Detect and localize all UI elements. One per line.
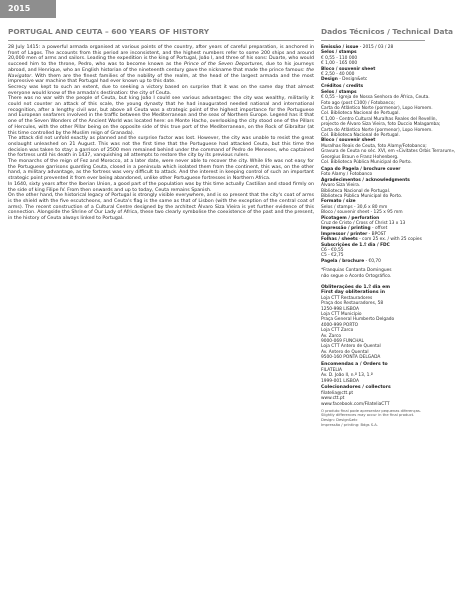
store-lisboa xyxy=(321,296,425,312)
article-title: PORTUGAL AND CEUTA – 600 YEARS OF HISTORY xyxy=(8,27,210,36)
text-line: não segue o Acordo Ortográfico. xyxy=(321,273,392,279)
text-line: 9000-069 FUNCHAL xyxy=(321,339,364,344)
text-line: FILATELIA xyxy=(321,367,343,373)
article-paragraph: The monarchs of the reign of Fez and Morocco, at a later date, were never able to recover the city. While life was not easy for the Portuguese garrisons guarding Ceuta, closed in a peninsula which isolated them from the continent, this was, on the other hand, a military advantage, as the fortress was very difficult to attack. And the interest in keeping control of such an important strategic point prevented it from ever being abandoned, unlike other Portuguese fortresses in Northern Africa. xyxy=(8,159,314,182)
text-line: Design: Design&etc xyxy=(321,417,358,422)
year-tab xyxy=(0,0,56,18)
issue-date-section: Emissão / issue - 2015 / 03 / 28 Selos / stamps € 0,55 - 110 000 € 1,00 - 165 000 Bloco / souvenir sheet € 2,50 - 40 000 Design - Design&etc xyxy=(321,45,425,83)
text-line: Av. Antero de Quental xyxy=(321,349,369,355)
text-line: C5 - €2,75 xyxy=(321,253,344,259)
text-line: Carta do Atlântico Norte (pormenor), Lopo Homem. xyxy=(321,105,433,111)
text-line: Cruz de Cristo / Cross of Christ 13 x 13 xyxy=(321,221,406,226)
text-line: projecto de Álvaro Siza Vieira, foto Duccio Malagamba; xyxy=(321,122,441,128)
text-line: € 1,00 - 165 000 xyxy=(321,61,358,67)
text-line: Impressão / printing: Bdgs S.A. xyxy=(321,422,378,427)
title-rule-right xyxy=(321,40,425,41)
collectors-section: Colecionadores / collectors filatelia@ctt.pt www.ctt.pt www.facebook.com/FilateliaCTT xyxy=(321,385,425,407)
article-paragraph: There was no war with the people of Ceuta, but king João I could see various advantages: the city was wealthy, militarily it could not counter an attack of this scale, the young dynasty that he had inaugurated needed national and international recognition, after a lengthy civil war, but above all Ceuta was a strategic point of the highest importance for the Portuguese and European seafarers involved in the traffic between the Mediterranean and the seas of Northern Europe. Legend has it that one of the Seven Wonders of the Ancient World was located here: on Monte Hacho, overlooking the city stood one of the Pillars of Hercules, with the other Pillar being on the opposite side of this true port of the Mediterranean, on the Rock of Gibraltar (at this time controlled by the Muslim reign of Granada). xyxy=(8,96,314,136)
tech-data-title: Dados Técnicos / Technical Data xyxy=(321,27,454,36)
text-line: O produto final pode apresentar pequenas diferenças. xyxy=(321,408,421,413)
text-line: Gravura de Ceuta no séc. XVI, em «Civitates Orbis Terrarum», xyxy=(321,149,455,155)
text-line: filatelia@ctt.pt xyxy=(321,391,354,397)
credits-sheet-lines xyxy=(321,143,455,166)
text-line: Col. Biblioteca Pública Municipal do Porto. xyxy=(321,160,412,166)
credits-section: Créditos / credits Selos / stamps € 0,55 - Igreja de Nossa Senhora de África, Ceuta. Foto ago (post C100) / Fotobanco; Carta do Atlântico Norte (pormenor), Lopo Homem. Col. Biblioteca Nacional de Portugal. € 1,00 - Centro Cultural Muralhas Reales del Revellín, projecto de Álvaro Siza Vieira, foto Duccio Malagamba; Carta do Atlântico Norte (pormenor), Lopo Homem. Col. Biblioteca Nacional de Portugal. Bloco / souvenir sheet Muralhas Reais de Ceuta, foto Alamy/Fotobanco; Gravura de Ceuta no séc. XVI, em «Civitates Orbis Terrarum», Georgius Braun e Franz Hohenberg. Col. Biblioteca Pública Municipal do Porto. xyxy=(321,84,455,166)
text-line: € 0,55 - Igreja de Nossa Senhora de África, Ceuta. xyxy=(321,95,430,101)
orders-section: Encomendas a / Orders to FILATELIA Av. D. João II, n.º 13, 1.º 1999-001 LISBOA xyxy=(321,362,425,384)
text-line: 1250-998 LISBOA xyxy=(321,306,359,312)
cover-section: Capa do Pagela / brochure cover Foto Alamy / Fotobanco Agradecimentos / acknowledgments Álvaro Siza Vieira. Biblioteca Nacional de Portugal. Biblioteca Pública Municipal do Porto. Formato / size Selos / stamps - 30,6 x 80 mm Bloco / souvenir sheet - 125 x 95 mm Picotagem / perforation Cruz de Cristo / Cross of Christ 13 x 13 Impressão / printing - offset Impressor / printer - BPOST Folhas / sheets - com 25 ex. / with 25 copies Subscrições de 1.º dia / FDC C6 - €0,55 C5 - €2,75 Pagela / brochure - €0,70 *Franquias Contanta Domingues não segue o Acordo Ortográfico. xyxy=(321,167,425,279)
text-line: Slightly differences may occur in the final product. xyxy=(321,413,415,418)
text-line: Loja CTT Município xyxy=(321,311,362,317)
text-line: Foto ago (post C100) / Fotobanco; xyxy=(321,100,395,106)
text-line: Loja CTT Restauradores xyxy=(321,295,373,301)
text-line: Loja CTT Zarco xyxy=(321,328,354,334)
text-line: Foto Alamy / Fotobanco xyxy=(321,172,373,178)
text-line: Praça dos Restauradores, 58 xyxy=(321,301,384,307)
article-paragraph: On the other hand, the historical legacy of Portugal is strongly visible everywhere, and is so present that the city's coat of arms is the shield with the five escutcheons, and Ceuta's flag is the same as that of Lisbon (with the exception of the central coat of arms). The recent construction of a Cultural Centre designed by the architect Álvaro Siza Vieira is yet further evidence of this connection. Alongside the Shrine of Our Lady of Africa, these two clearly symbolise the coexistence of the past and the present, in the history of Ceuta always linked to Portugal. xyxy=(8,193,314,222)
text-line: www.facebook.com/FilateliaCTT xyxy=(321,401,390,407)
text-line: Praça General Humberto Delgado xyxy=(321,317,395,323)
article-paragraph: 28 July 1415: a powerful armada organised at various points of the country, after years of careful preparation, is anchored in front of Lagos. The accounts from this period are inconsistent, and the highest numbers refer to some 200 ships and around 20,000 men of arms and sailors. Leading the expedition is the king of Portugal, João I, and three of his sons: Duarte, who would succeed him to the throne, Pedro, who was to become known as the Prince of the Seven Departures, due to his journeys abroad, and Henrique, who an English historian of the nineteenth century gave the nickname that made the prince famous: the Navigator. With them are the finest families of the nobility of the realm, at the head of the largest armada and the most impressive war machine that Portugal had ever known up to this date. xyxy=(8,45,314,85)
year-label: 2015 xyxy=(8,4,31,13)
text-line: Georgius Braun e Franz Hohenberg. xyxy=(321,154,399,160)
store-funchal xyxy=(321,328,425,344)
stamp-values xyxy=(321,56,425,67)
text-line: € 0,55 - 110 000 xyxy=(321,55,358,61)
text-line: Carta do Atlântico Norte (pormenor), Lopo Homem. xyxy=(321,127,433,133)
store-porto xyxy=(321,312,425,328)
text-line: Av. Zarco xyxy=(321,333,342,339)
text-line: € 1,00 - Centro Cultural Muralhas Reales del Revellín, xyxy=(321,116,437,122)
disclaimer xyxy=(321,409,425,427)
text-line: C6 - €0,55 xyxy=(321,248,344,254)
article-body xyxy=(8,45,314,222)
technical-data-column xyxy=(321,45,455,429)
credits-stamps-lines xyxy=(321,95,441,138)
article-paragraph: In 1640, sixty years after the Iberian Union, a good part of the population was by this time actually Castilian and stood firmly on the side of king Filipe IV. From then onwards and up to today, Ceuta remains Spanish. xyxy=(8,181,314,193)
text-line: 4000-999 PORTO xyxy=(321,322,359,328)
article-paragraph: The attack did not unfold exactly as planned and the surprise factor was lost. However, the city was unable to resist the great onslaught unleashed on 21 August. This was not the first time that the Portuguese had attacked Ceuta, but this time the decision was taken to stay: a garrison of 2500 men remained behind under the command of Pedro de Meneses, who captained the fortress until his death in 1437, vanquishing all attempts to restore the city by its previous rulers. xyxy=(8,136,314,159)
text-line: Biblioteca Pública Municipal do Porto. xyxy=(321,193,403,199)
article-paragraph: Secrecy was kept to such an extent, due to seeking a victory based on surprise that it was on the same day that almost everyone would know of the armada's destination: the city of Ceuta. xyxy=(8,84,314,96)
text-line: Loja CTT Antero de Quental xyxy=(321,344,381,350)
text-line: Bloco / souvenir sheet - 125 x 95 mm xyxy=(321,210,403,216)
store-ponta-delgada xyxy=(321,344,425,360)
orthography-note xyxy=(321,268,425,279)
text-line: Col. Biblioteca Nacional de Portugal. xyxy=(321,133,400,138)
text-line: € 2,50 - 40 000 xyxy=(321,72,355,78)
text-line: Álvaro Siza Vieira. xyxy=(321,183,361,189)
text-line: Selos / stamps - 30,6 x 80 mm xyxy=(321,204,388,210)
text-line: Biblioteca Nacional de Portugal. xyxy=(321,188,391,194)
text-line: *Franquias Contanta Domingues xyxy=(321,268,392,274)
text-line: Av. D. João II, n.º 13, 1.º xyxy=(321,373,373,379)
stamp-issue-page xyxy=(0,18,455,610)
text-line: Col. Biblioteca Nacional de Portugal. xyxy=(321,111,400,117)
text-line: 1999-001 LISBOA xyxy=(321,378,359,384)
text-line: 9500-160 PONTA DELGADA xyxy=(321,355,381,361)
text-line: Muralhas Reais de Ceuta, foto Alamy/Fotobanco; xyxy=(321,143,427,149)
obliterations-section: Obliterações do 1.º dia em First day obliterations in Loja CTT Restauradores Praça dos Restauradores, 58 1250-998 LISBOA Loja CTT Município Praça General Humberto Delgado 4000-999 PORTO Loja CTT Zarco Av. Zarco 9000-069 FUNCHAL Loja CTT Antero de Quental Av. Antero de Quental 9500-160 PONTA DELGADA xyxy=(321,285,425,361)
text-line: www.ctt.pt xyxy=(321,396,345,402)
title-rule-left xyxy=(8,40,314,41)
